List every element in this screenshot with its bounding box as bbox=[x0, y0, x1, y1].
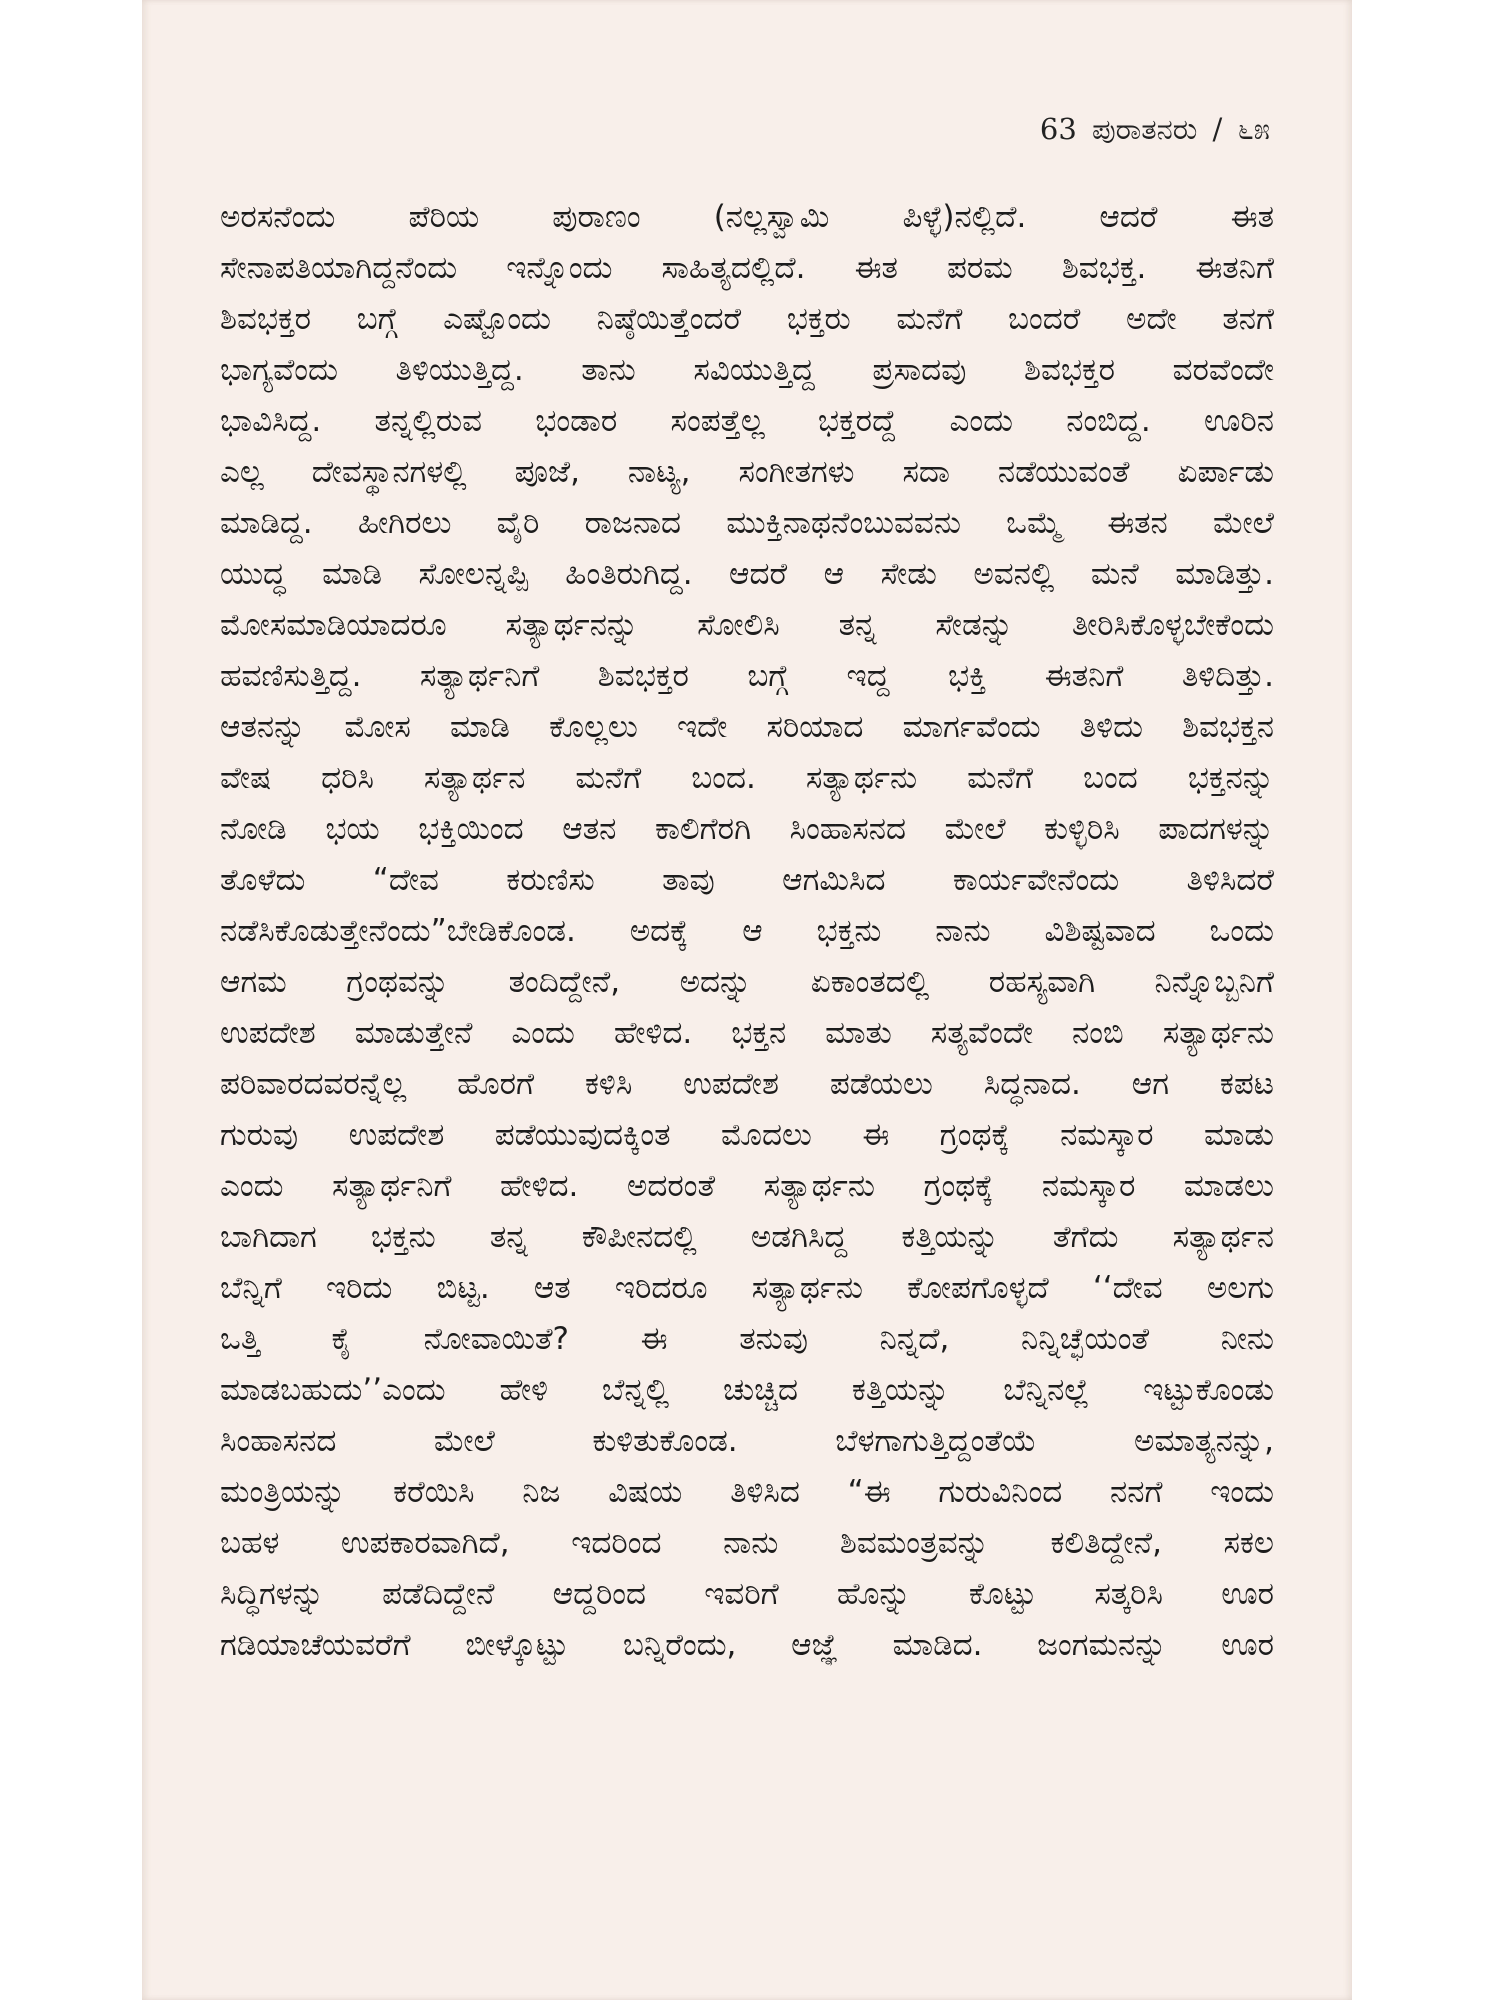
text-line: ಮಾಡಬಹುದು’’ಎಂದು ಹೇಳಿ ಬೆನ್ನಲ್ಲಿ ಚುಚ್ಚಿದ ಕತ್ತಿಯನ್ನು ಬೆನ್ನಿನಲ್ಲೆ ಇಟ್ಟುಕೊಂಡು bbox=[220, 1372, 1274, 1408]
page-number: 63 bbox=[1039, 112, 1077, 146]
text-line: ಅರಸನೆಂದು ಪೆರಿಯ ಪುರಾಣಂ (ನಲ್ಲಸ್ವಾಮಿ ಪಿಳ್ಳೆ)ನಲ್ಲಿದೆ. ಆದರೆ ಈತ bbox=[220, 199, 1274, 235]
text-line: ಪರಿವಾರದವರನ್ನೆಲ್ಲ ಹೊರಗೆ ಕಳಿಸಿ ಉಪದೇಶ ಪಡೆಯಲು ಸಿದ್ಧನಾದ. ಆಗ ಕಪಟ bbox=[220, 1066, 1274, 1102]
running-title: ಪುರಾತನರು bbox=[1092, 112, 1198, 146]
text-line: ಮೋಸಮಾಡಿಯಾದರೂ ಸತ್ಯಾರ್ಥನನ್ನು ಸೋಲಿಸಿ ತನ್ನ ಸೇಡನ್ನು ತೀರಿಸಿಕೊಳ್ಳಬೇಕೆಂದು bbox=[220, 607, 1274, 643]
text-line: ಭಾವಿಸಿದ್ದ. ತನ್ನಲ್ಲಿರುವ ಭಂಡಾರ ಸಂಪತ್ತೆಲ್ಲ ಭಕ್ತರದ್ದೆ ಎಂದು ನಂಬಿದ್ದ. ಊರಿನ bbox=[220, 403, 1274, 439]
text-line: ಮಂತ್ರಿಯನ್ನು ಕರೆಯಿಸಿ ನಿಜ ವಿಷಯ ತಿಳಿಸಿದ “ಈ ಗುರುವಿನಿಂದ ನನಗೆ ಇಂದು bbox=[220, 1474, 1274, 1510]
text-line: ತೊಳೆದು “ದೇವ ಕರುಣಿಸು ತಾವು ಆಗಮಿಸಿದ ಕಾರ್ಯವೇನೆಂದು ತಿಳಿಸಿದರೆ bbox=[220, 862, 1274, 898]
text-line: ಎಲ್ಲ ದೇವಸ್ಥಾನಗಳಲ್ಲಿ ಪೂಜೆ, ನಾಟ್ಯ, ಸಂಗೀತಗಳು ಸದಾ ನಡೆಯುವಂತೆ ಏರ್ಪಾಡು bbox=[220, 454, 1274, 490]
book-page bbox=[142, 0, 1352, 2000]
text-line: ಎಂದು ಸತ್ಯಾರ್ಥನಿಗೆ ಹೇಳಿದ. ಅದರಂತೆ ಸತ್ಯಾರ್ಥನು ಗ್ರಂಥಕ್ಕೆ ನಮಸ್ಕಾರ ಮಾಡಲು bbox=[220, 1168, 1274, 1204]
text-line: ಸೇನಾಪತಿಯಾಗಿದ್ದನೆಂದು ಇನ್ನೊಂದು ಸಾಹಿತ್ಯದಲ್ಲಿದೆ. ಈತ ಪರಮ ಶಿವಭಕ್ತ. ಈತನಿಗೆ bbox=[220, 250, 1274, 286]
page-header bbox=[1034, 112, 1270, 147]
text-line: ಸಿದ್ಧಿಗಳನ್ನು ಪಡೆದಿದ್ದೇನೆ ಆದ್ದರಿಂದ ಇವರಿಗೆ ಹೊನ್ನು ಕೊಟ್ಟು ಸತ್ಕರಿಸಿ ಊರ bbox=[220, 1576, 1274, 1612]
text-line: ಹವಣಿಸುತ್ತಿದ್ದ. ಸತ್ಯಾರ್ಥನಿಗೆ ಶಿವಭಕ್ತರ ಬಗ್ಗೆ ಇದ್ದ ಭಕ್ತಿ ಈತನಿಗೆ ತಿಳಿದಿತ್ತು. bbox=[220, 658, 1274, 694]
text-line: ಬೆನ್ನಿಗೆ ಇರಿದು ಬಿಟ್ಟ. ಆತ ಇರಿದರೂ ಸತ್ಯಾರ್ಥನು ಕೋಪಗೊಳ್ಳದೆ ‘‘ದೇವ ಅಲಗು bbox=[220, 1270, 1274, 1306]
text-line: ಸಿಂಹಾಸನದ ಮೇಲೆ ಕುಳಿತುಕೊಂಡ. ಬೆಳಗಾಗುತ್ತಿದ್ದಂತೆಯೆ ಅಮಾತ್ಯನನ್ನು, bbox=[220, 1423, 1274, 1459]
text-line: ಮಾಡಿದ್ದ. ಹೀಗಿರಲು ವೈರಿ ರಾಜನಾದ ಮುಕ್ತಿನಾಥನೆಂಬುವವನು ಒಮ್ಮೆ ಈತನ ಮೇಲೆ bbox=[220, 505, 1274, 541]
text-line: ಒತ್ತಿ ಕೈ ನೋವಾಯಿತೆ? ಈ ತನುವು ನಿನ್ನದೆ, ನಿನ್ನಿಚ್ಛೆಯಂತೆ ನೀನು bbox=[220, 1321, 1274, 1357]
text-line: ಭಾಗ್ಯವೆಂದು ತಿಳಿಯುತ್ತಿದ್ದ. ತಾನು ಸವಿಯುತ್ತಿದ್ದ ಪ್ರಸಾದವು ಶಿವಭಕ್ತರ ವರವೆಂದೇ bbox=[220, 352, 1274, 388]
text-line: ಉಪದೇಶ ಮಾಡುತ್ತೇನೆ ಎಂದು ಹೇಳಿದ. ಭಕ್ತನ ಮಾತು ಸತ್ಯವೆಂದೇ ನಂಬಿ ಸತ್ಯಾರ್ಥನು bbox=[220, 1015, 1274, 1051]
text-line: ಗುರುವು ಉಪದೇಶ ಪಡೆಯುವುದಕ್ಕಿಂತ ಮೊದಲು ಈ ಗ್ರಂಥಕ್ಕೆ ನಮಸ್ಕಾರ ಮಾಡು bbox=[220, 1117, 1274, 1153]
text-line: ನಡೆಸಿಕೊಡುತ್ತೇನೆಂದು”ಬೇಡಿಕೊಂಡ. ಅದಕ್ಕೆ ಆ ಭಕ್ತನು ನಾನು ವಿಶಿಷ್ಟವಾದ ಒಂದು bbox=[220, 913, 1274, 949]
text-line: ಬಾಗಿದಾಗ ಭಕ್ತನು ತನ್ನ ಕೌಪೀನದಲ್ಲಿ ಅಡಗಿಸಿದ್ದ ಕತ್ತಿಯನ್ನು ತೆಗೆದು ಸತ್ಯಾರ್ಥನ bbox=[220, 1219, 1274, 1255]
text-line: ಗಡಿಯಾಚೆಯವರೆಗೆ ಬೀಳ್ಕೊಟ್ಟು ಬನ್ನಿರೆಂದು, ಆಜ್ಞೆ ಮಾಡಿದ. ಜಂಗಮನನ್ನು ಊರ bbox=[220, 1627, 1274, 1663]
text-line: ಆತನನ್ನು ಮೋಸ ಮಾಡಿ ಕೊಲ್ಲಲು ಇದೇ ಸರಿಯಾದ ಮಾರ್ಗವೆಂದು ತಿಳಿದು ಶಿವಭಕ್ತನ bbox=[220, 709, 1274, 745]
text-line: ಆಗಮ ಗ್ರಂಥವನ್ನು ತಂದಿದ್ದೇನೆ, ಅದನ್ನು ಏಕಾಂತದಲ್ಲಿ ರಹಸ್ಯವಾಗಿ ನಿನ್ನೊಬ್ಬನಿಗೆ bbox=[220, 964, 1274, 1000]
text-line: ನೋಡಿ ಭಯ ಭಕ್ತಿಯಿಂದ ಆತನ ಕಾಲಿಗೆರಗಿ ಸಿಂಹಾಸನದ ಮೇಲೆ ಕುಳ್ಳಿರಿಸಿ ಪಾದಗಳನ್ನು bbox=[220, 811, 1274, 847]
text-line: ಶಿವಭಕ್ತರ ಬಗ್ಗೆ ಎಷ್ಟೊಂದು ನಿಷ್ಠೆಯಿತ್ತೆಂದರೆ ಭಕ್ತರು ಮನೆಗೆ ಬಂದರೆ ಅದೇ ತನಗೆ bbox=[220, 301, 1274, 337]
header-separator: / bbox=[1212, 112, 1223, 146]
kannada-page-number: ೬೫ bbox=[1237, 112, 1270, 146]
text-line: ಬಹಳ ಉಪಕಾರವಾಗಿದೆ, ಇದರಿಂದ ನಾನು ಶಿವಮಂತ್ರವನ್ನು ಕಲಿತಿದ್ದೇನೆ, ಸಕಲ bbox=[220, 1525, 1274, 1561]
text-line: ಯುದ್ಧ ಮಾಡಿ ಸೋಲನ್ನಪ್ಪಿ ಹಿಂತಿರುಗಿದ್ದ. ಆದರೆ ಆ ಸೇಡು ಅವನಲ್ಲಿ ಮನೆ ಮಾಡಿತ್ತು. bbox=[220, 556, 1274, 592]
text-line: ವೇಷ ಧರಿಸಿ ಸತ್ಯಾರ್ಥನ ಮನೆಗೆ ಬಂದ. ಸತ್ಯಾರ್ಥನು ಮನೆಗೆ ಬಂದ ಭಕ್ತನನ್ನು bbox=[220, 760, 1274, 796]
body-paragraph bbox=[220, 192, 1274, 1671]
